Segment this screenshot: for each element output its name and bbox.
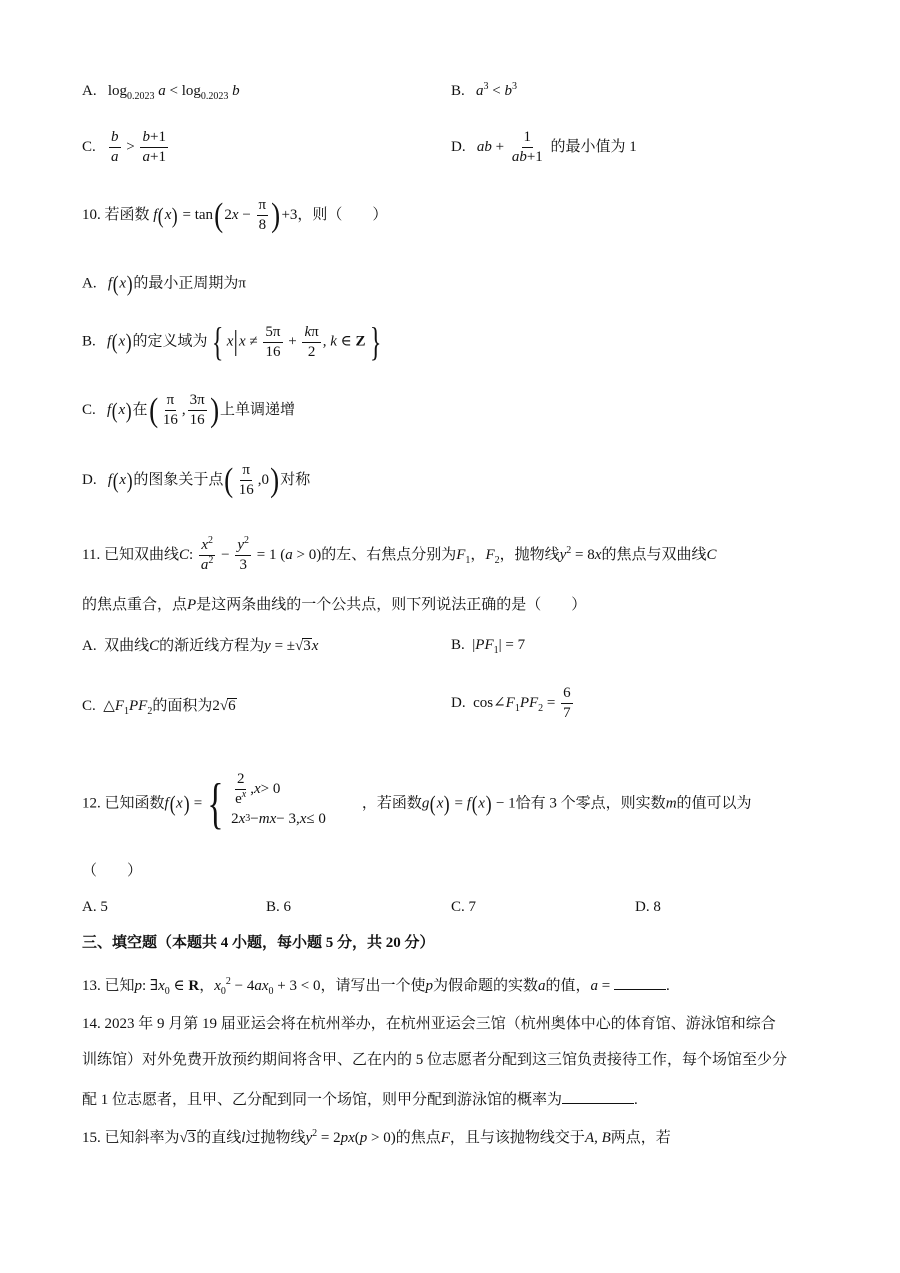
q9-option-c: C. $\frac{b}{a}$ > $\frac{b+1}{a+1}$ — [82, 129, 166, 165]
q11-stem-line1: 11. 已知双曲线C: $\frac{x^2}{a^2}$ − $\frac{y^2}{3}$ = 1 (a > 0)的左、右焦点分别为$F_1$，$F_2$，抛物线$y^2 = 8x$的焦点与双曲线C — [82, 535, 717, 573]
q11-option-a: A. 双曲线C的渐近线方程为y = ±√3x — [82, 638, 319, 654]
q9-option-d: D. ab + $\frac{1}{ab+1}$ 的最小值为 1 — [451, 129, 637, 165]
section-title: 三、填空题（本题共 4 小题，每小题 5 分，共 20 分） — [82, 935, 435, 951]
q12-option-c: C. 7 — [451, 899, 477, 915]
q11-option-d: D. $\cos\angle F_1PF_2$ = $\frac{6}{7}$ — [451, 685, 571, 721]
q11-option-b: B. $|PF_1| = 7$ — [451, 637, 526, 656]
q12-option-d: D. 8 — [635, 899, 661, 915]
q10-option-d: D. f(x)的图象关于点( $\frac{\pi}{16}$ ,0)对称 — [82, 461, 311, 499]
q15-stem: 15. 已知斜率为√3的直线l过抛物线$y^2 = 2px(p > 0)$的焦点F，且与该抛物线交于A, B两点，若 — [82, 1128, 671, 1146]
q13-answer-blank[interactable] — [614, 975, 666, 990]
q10-option-a: A. f(x)的最小正周期为π — [82, 271, 246, 296]
q12-option-a: A. 5 — [82, 899, 108, 915]
q11-stem-line2: 的焦点重合，点P是这两条曲线的一个公共点，则下列说法正确的是（ ） — [82, 597, 587, 613]
q14-answer-blank[interactable] — [562, 1089, 634, 1104]
q14-line2: 训练馆）对外免费开放预约期间将含甲、乙在内的 5 位志愿者分配到这三馆负责接待工作，每个场馆至少分 — [82, 1052, 788, 1068]
q11-option-c: C. $\triangle F_1PF_2$的面积为2√6 — [82, 698, 236, 717]
q10-option-b: B. f(x)的定义域为{ x|x ≠ $\frac{5\pi}{16}$ + $\frac{k\pi}{2}$ , k ∈ Z} — [82, 319, 381, 364]
q10-stem: 10. 若函数 f(x) = tan(2x − $\frac{\pi}{8}$ )+3，则（ ） — [82, 196, 388, 234]
q9-option-b: B. $a^3 < b^3$ — [451, 81, 517, 99]
q9-option-a: A. $\log_{0.2023} a < \log_{0.2023} b$ — [82, 83, 240, 102]
q14-line3: 配 1 位志愿者，且甲、乙分配到同一个场馆，则甲分配到游泳馆的概率为 . — [82, 1089, 638, 1108]
q10-option-c: C. f(x)在( $\frac{\pi}{16}$ , $\frac{3\pi}{16}$ )上单调递增 — [82, 391, 296, 429]
q12-paren: （ ） — [82, 863, 143, 879]
q14-line1: 14. 2023 年 9 月第 19 届亚运会将在杭州举办，在杭州亚运会三馆（杭州奥体中心的体育馆、游泳馆和综合 — [82, 1016, 776, 1032]
q12-option-b: B. 6 — [266, 899, 292, 915]
q13-stem: 13. 已知p: $\exists x_0$ ∈ R，$x_0^2 - 4ax_0 + 3 < 0$，请写出一个使p为假命题的实数a的值，a = . — [82, 976, 670, 997]
q12-stem: 12. 已知函数f(x) ={ $\frac{2}{e^x}$ , x > 0 2 x 3 − mx − 3, x ≤ 0 ，若函数g(x) = f(x) − 1恰有 3 个零点，则实数m的值可以为 — [82, 770, 752, 835]
